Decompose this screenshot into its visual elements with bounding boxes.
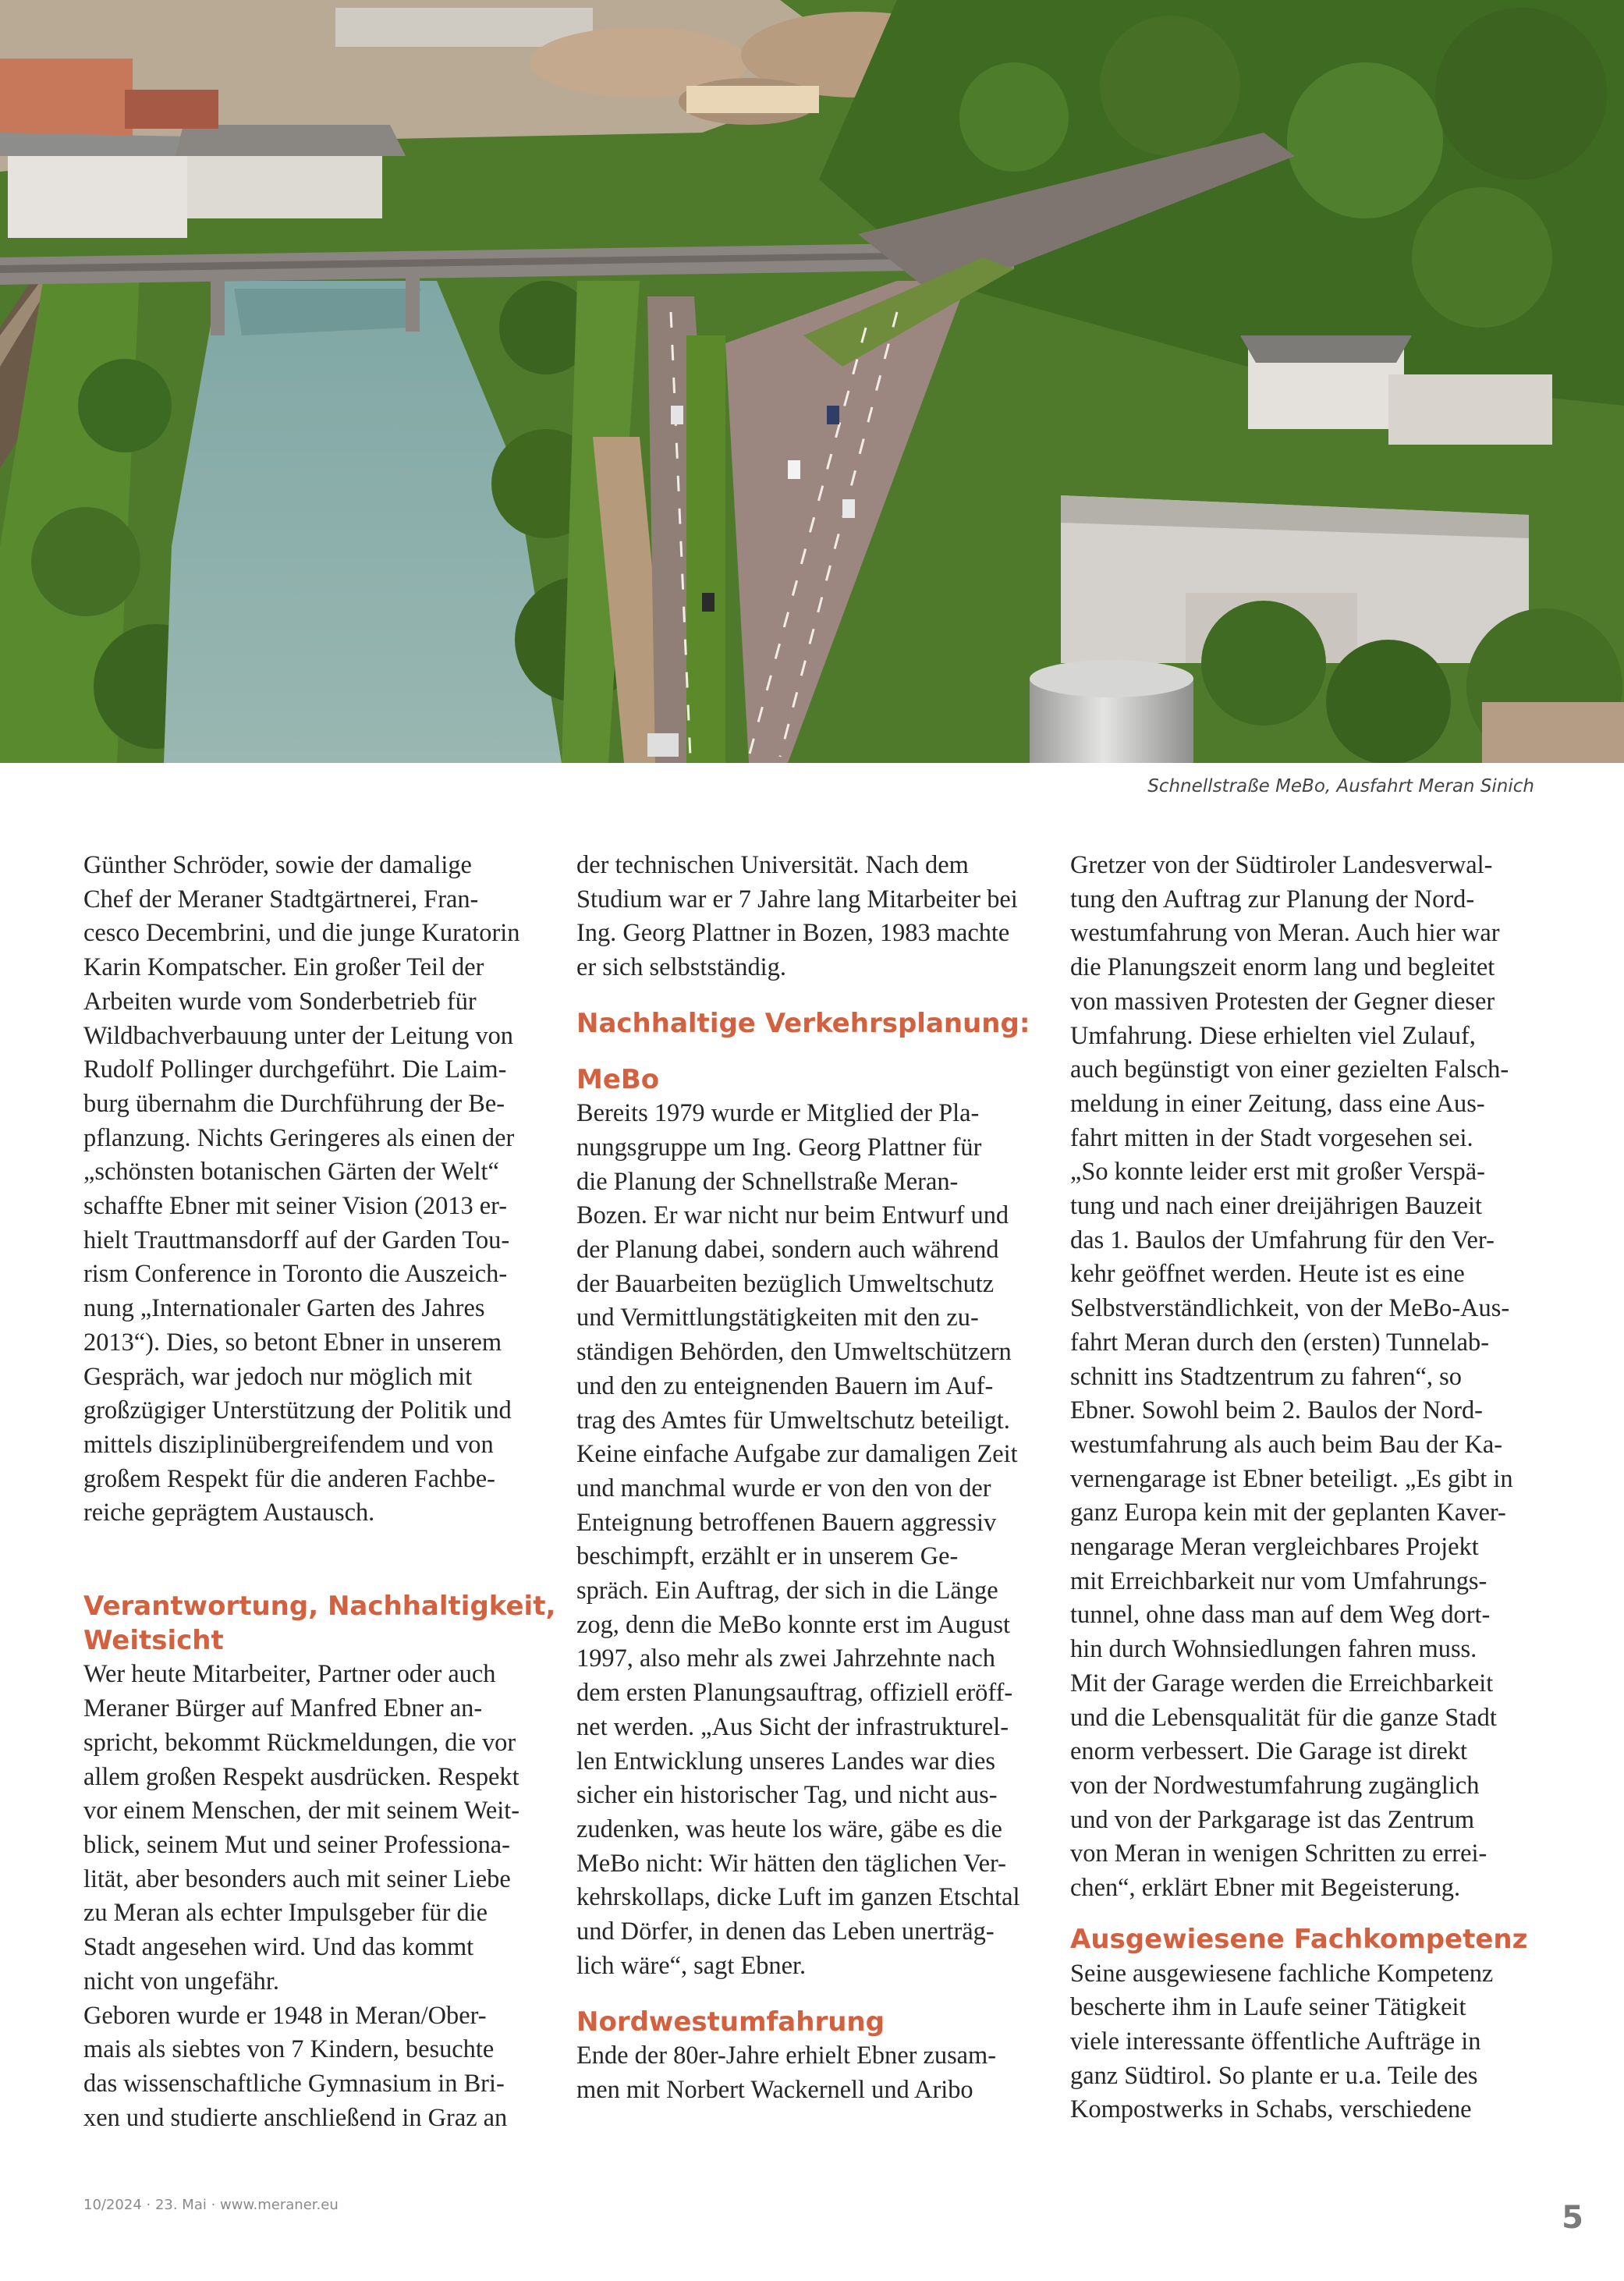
text-line: Mit der Garage werden die Erreichbarkeit: [1070, 1669, 1494, 1697]
text-line: Bereits 1979 wurde er Mitglied der Pla-: [576, 1099, 980, 1128]
text-line: Stadt angesehen wird. Und das kommt: [83, 1933, 474, 1962]
text-line: hin durch Wohnsiedlungen fahren muss.: [1070, 1635, 1477, 1664]
text-line: spräch. Ein Auftrag, der sich in die Länge: [576, 1577, 998, 1605]
text-line: Karin Kompatscher. Ein großer Teil der: [83, 953, 484, 982]
text-line: men mit Norbert Wackernell und Aribo: [576, 2075, 973, 2104]
heading-line: Nachhaltige Verkehrsplanung:: [576, 1007, 1030, 1039]
text-line: die Planungszeit enorm lang und begleitet: [1070, 953, 1495, 982]
text-line: der Planung dabei, sondern auch während: [576, 1236, 999, 1265]
text-line: und den zu enteignenden Bauern im Auf-: [576, 1371, 994, 1400]
text-line: schaffte Ebner mit seiner Vision (2013 er-: [83, 1192, 508, 1221]
text-line: und Dörfer, in denen das Leben unerträg-: [576, 1917, 995, 1946]
text-line: vor einem Menschen, der mit seinem Weit-: [83, 1797, 519, 1825]
text-line: und von der Parkgarage ist das Zentrum: [1070, 1805, 1475, 1834]
text-line: westumfahrung als auch beim Bau der Ka-: [1070, 1430, 1503, 1459]
text-line: fahrt mitten in der Stadt vorgesehen sei.: [1070, 1123, 1473, 1152]
text-line: Enteignung betroffenen Bauern aggressiv: [576, 1508, 997, 1537]
text-line: „schönsten botanischen Gärten der Welt“: [83, 1158, 499, 1187]
text-line: Günther Schröder, sowie der damalige: [83, 851, 472, 879]
text-line: westumfahrung von Meran. Auch hier war: [1070, 919, 1500, 948]
text-line: von der Nordwestumfahrung zugänglich: [1070, 1771, 1480, 1800]
section-heading: [83, 1590, 556, 1658]
text-line: auch begünstigt von einer gezielten Falsch-: [1070, 1055, 1509, 1084]
text-line: kehrskollaps, dicke Luft im ganzen Etschtal: [576, 1883, 1020, 1912]
text-line: Bozen. Er war nicht nur beim Entwurf und: [576, 1201, 1009, 1230]
text-line: Ebner. Sowohl beim 2. Baulos der Nord-: [1070, 1396, 1483, 1425]
text-line: Wer heute Mitarbeiter, Partner oder auch: [83, 1660, 496, 1689]
text-line: tunnel, ohne dass man auf dem Weg dort-: [1070, 1601, 1491, 1630]
text-line: ganz Südtirol. So plante er u.a. Teile des: [1070, 2061, 1478, 2090]
text-line: Seine ausgewiesene fachliche Kompetenz: [1070, 1959, 1494, 1988]
text-line: von massiven Protesten der Gegner dieser: [1070, 987, 1495, 1016]
text-line: nengarage Meran vergleichbares Projekt: [1070, 1533, 1479, 1562]
text-line: net werden. „Aus Sicht der infrastrukturel-: [576, 1712, 1009, 1741]
text-line: enorm verbessert. Die Garage ist direkt: [1070, 1737, 1468, 1766]
text-line: vernengarage ist Ebner beteiligt. „Es gibt in: [1070, 1464, 1513, 1493]
block-spacer: [576, 1984, 1044, 2006]
page-number: 5: [1562, 2200, 1583, 2236]
section-heading: [576, 2006, 1044, 2040]
text-line: nung „Internationaler Garten des Jahres: [83, 1294, 485, 1323]
text-line: blick, seinem Mut und seiner Professiona-: [83, 1830, 510, 1859]
text-line: burg übernahm die Durchführung der Be-: [83, 1089, 505, 1118]
text-line: schnitt ins Stadtzentrum zu fahren“, so: [1070, 1362, 1462, 1391]
text-line: Ende der 80er-Jahre erhielt Ebner zusam-: [576, 2042, 997, 2070]
text-line: nungsgruppe um Ing. Georg Plattner für: [576, 1133, 982, 1162]
block-spacer: [83, 1531, 551, 1590]
text-line: 2013“). Dies, so betont Ebner in unserem: [83, 1328, 502, 1357]
section-heading: [1070, 1923, 1542, 1957]
text-line: pflanzung. Nichts Geringeres als einen der: [83, 1123, 515, 1152]
block-spacer: [576, 985, 1044, 1007]
heading-line: Weitsicht: [83, 1624, 224, 1656]
hero-photo: [0, 0, 1624, 763]
text-line: lität, aber besonders auch mit seiner Liebe: [83, 1864, 511, 1893]
text-line: der technischen Universität. Nach dem: [576, 851, 969, 879]
text-line: Wildbachverbauung unter der Leitung von: [83, 1021, 513, 1050]
text-line: großzügiger Unterstützung der Politik und: [83, 1396, 512, 1425]
text-line: Studium war er 7 Jahre lang Mitarbeiter bei: [576, 885, 1018, 913]
text-line: mit Erreichbarkeit nur vom Umfahrungs-: [1070, 1566, 1487, 1595]
text-line: nicht von ungefähr.: [83, 1967, 279, 1995]
text-line: reiche geprägtem Austausch.: [83, 1499, 375, 1527]
text-line: Geboren wurde er 1948 in Meran/Ober-: [83, 2001, 487, 2030]
text-line: ständigen Behörden, den Umweltschützern: [576, 1338, 1012, 1367]
text-line: und manchmal wurde er von den von der: [576, 1474, 991, 1502]
text-line: Ing. Georg Plattner in Bozen, 1983 machte: [576, 919, 1010, 948]
text-line: cesco Decembrini, und die junge Kuratorin: [83, 919, 520, 948]
text-line: tung den Auftrag zur Planung der Nord-: [1070, 885, 1475, 913]
text-line: Umfahrung. Diese erhielten viel Zulauf,: [1070, 1021, 1476, 1050]
body-paragraph: [576, 1097, 1044, 1983]
body-paragraph: [1070, 1957, 1542, 2128]
text-line: „So konnte leider erst mit großer Verspä-: [1070, 1158, 1485, 1187]
heading-line: MeBo: [576, 1063, 660, 1095]
text-line: lich wäre“, sagt Ebner.: [576, 1951, 807, 1980]
text-line: zu Meran als echter Impulsgeber für die: [83, 1899, 488, 1928]
text-line: Gespräch, war jedoch nur möglich mit: [83, 1362, 473, 1391]
text-line: Meraner Bürger auf Manfred Ebner an-: [83, 1694, 483, 1723]
text-line: allem großen Respekt ausdrücken. Respekt: [83, 1762, 519, 1791]
text-line: Arbeiten wurde vom Sonderbetrieb für: [83, 987, 477, 1016]
body-paragraph: [1070, 849, 1542, 1906]
article-column-1: [83, 849, 556, 2135]
text-line: len Entwicklung unseres Landes war dies: [576, 1747, 995, 1775]
text-line: MeBo nicht: Wir hätten den täglichen Ver-: [576, 1849, 1006, 1878]
text-line: und Vermittlungstätigkeiten mit den zu-: [576, 1304, 979, 1332]
body-paragraph: [83, 849, 551, 1531]
text-line: er sich selbstständig.: [576, 953, 786, 982]
text-line: das 1. Baulos der Umfahrung für den Ver-: [1070, 1226, 1495, 1254]
section-heading: [576, 1063, 1044, 1098]
heading-line: Nordwestumfahrung: [576, 2006, 885, 2038]
body-paragraph: [576, 2039, 1044, 2107]
photo-caption: Schnellstraße MeBo, Ausfahrt Meran Sinich: [1147, 776, 1534, 796]
text-line: hielt Trauttmansdorff auf der Garden Tou-: [83, 1226, 510, 1254]
text-line: rism Conference in Toronto die Auszeich-: [83, 1260, 508, 1289]
text-line: Chef der Meraner Stadtgärtnerei, Fran-: [83, 885, 479, 913]
body-paragraph: [83, 1658, 551, 2135]
block-spacer: [576, 1041, 1044, 1063]
text-line: mais als siebtes von 7 Kindern, besuchte: [83, 2035, 495, 2064]
body-paragraph: [576, 849, 1044, 985]
text-line: und die Lebensqualität für die ganze Stadt: [1070, 1703, 1497, 1732]
text-line: großem Respekt für die anderen Fachbe-: [83, 1464, 495, 1493]
article-column-2: [576, 849, 1044, 2108]
text-line: dem ersten Planungsauftrag, offiziell eröff-: [576, 1679, 1013, 1708]
text-line: spricht, bekommt Rückmeldungen, die vor: [83, 1728, 516, 1757]
section-heading: [576, 1007, 1044, 1041]
text-line: xen und studierte anschließend in Graz an: [83, 2103, 508, 2132]
text-line: meldung in einer Zeitung, dass eine Aus-: [1070, 1089, 1485, 1118]
heading-line: Ausgewiesene Fachkompetenz: [1070, 1923, 1528, 1955]
text-line: viele interessante öffentliche Aufträge in: [1070, 2027, 1481, 2056]
issue-footer: 10/2024 · 23. Mai · www.meraner.eu: [83, 2197, 339, 2213]
text-line: ganz Europa kein mit der geplanten Kaver-: [1070, 1499, 1506, 1527]
text-line: zog, denn die MeBo konnte erst im August: [576, 1610, 1010, 1639]
text-line: der Bauarbeiten bezüglich Umweltschutz: [576, 1269, 995, 1298]
text-line: zudenken, was heute los wäre, gäbe es die: [576, 1815, 1002, 1843]
text-line: 1997, also mehr als zwei Jahrzehnte nach: [576, 1644, 995, 1673]
text-line: Kompostwerks in Schabs, verschiedene: [1070, 2095, 1472, 2124]
text-line: Keine einfache Aufgabe zur damaligen Zeit: [576, 1440, 1018, 1469]
text-line: trag des Amtes für Umweltschutz beteiligt.: [576, 1406, 1010, 1435]
text-line: fahrt Meran durch den (ersten) Tunnelab-: [1070, 1328, 1489, 1357]
text-line: tung und nach einer dreijährigen Bauzeit: [1070, 1192, 1482, 1221]
article-column-3: [1070, 849, 1542, 2127]
text-line: chen“, erklärt Ebner mit Begeisterung.: [1070, 1874, 1461, 1903]
text-line: die Planung der Schnellstraße Meran-: [576, 1167, 959, 1196]
text-line: Gretzer von der Südtiroler Landesverwal-: [1070, 851, 1493, 879]
block-spacer: [1070, 1906, 1542, 1923]
text-line: von Meran in wenigen Schritten zu errei-: [1070, 1839, 1487, 1868]
text-line: mittels disziplinübergreifendem und von: [83, 1430, 494, 1459]
text-line: kehr geöffnet werden. Heute ist es eine: [1070, 1260, 1465, 1289]
text-line: Selbstverständlichkeit, von der MeBo-Aus-: [1070, 1294, 1510, 1323]
text-line: Rudolf Pollinger durchgeführt. Die Laim-: [83, 1055, 507, 1084]
heading-line: Verantwortung, Nachhaltigkeit,: [83, 1591, 556, 1623]
text-line: beschimpft, erzählt er in unserem Ge-: [576, 1542, 959, 1571]
text-line: das wissenschaftliche Gymnasium in Bri-: [83, 2069, 505, 2098]
text-line: bescherte ihm in Laufe seiner Tätigkeit: [1070, 1993, 1466, 2022]
text-line: sicher ein historischer Tag, und nicht aus-: [576, 1781, 998, 1810]
